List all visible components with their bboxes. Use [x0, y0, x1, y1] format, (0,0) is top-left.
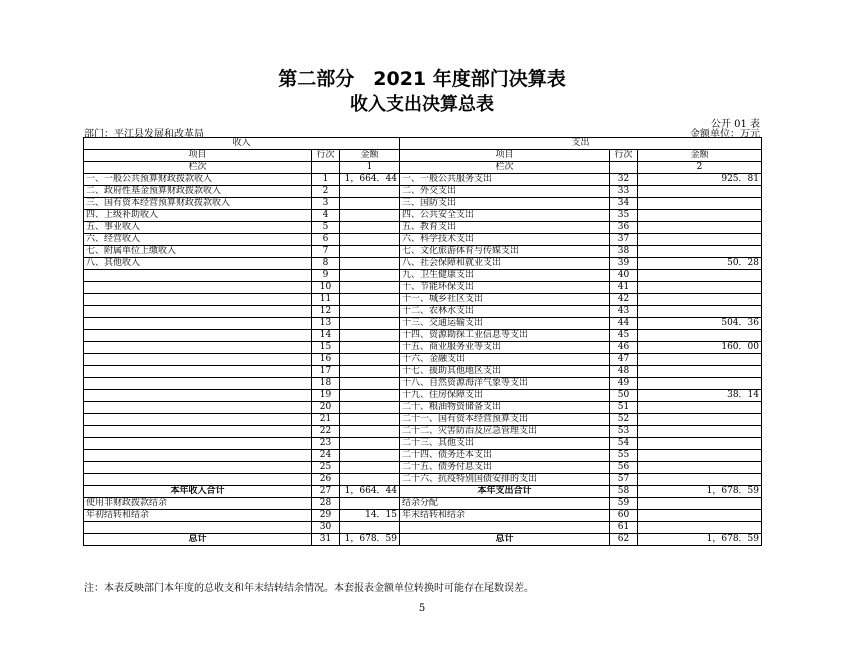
expense-row-no-cell: 61	[610, 522, 638, 534]
expense-amount-cell: 504．36	[638, 318, 762, 330]
income-item-cell	[84, 474, 312, 486]
income-row-no-cell: 24	[312, 450, 340, 462]
table-row	[84, 510, 762, 522]
expense-row-no-cell: 37	[610, 234, 638, 246]
expense-item-cell: 二十五、债务付息支出	[400, 462, 610, 474]
table-row	[84, 234, 762, 246]
expense-row-no-cell: 40	[610, 270, 638, 282]
income-row-no-cell: 16	[312, 354, 340, 366]
expense-item-cell: 本年支出合计	[400, 486, 610, 498]
expense-amount-cell	[638, 222, 762, 234]
income-item-cell: 三、国有资本经营预算财政拨款收入	[84, 198, 312, 210]
expense-section-header: 支出	[400, 138, 762, 150]
expense-amount-cell: 1，678．59	[638, 534, 762, 546]
income-item-cell: 二、政府性基金预算财政拨款收入	[84, 186, 312, 198]
income-column-label: 栏次	[84, 162, 312, 174]
expense-row-no-header: 行次	[610, 150, 638, 162]
income-amount-cell	[340, 390, 400, 402]
expense-amount-cell	[638, 498, 762, 510]
expense-amount-cell	[638, 450, 762, 462]
income-amount-header: 金额	[340, 150, 400, 162]
expense-row-no-cell: 53	[610, 426, 638, 438]
income-amount-cell: 1，678．59	[340, 534, 400, 546]
expense-row-no-cell: 35	[610, 210, 638, 222]
department-label: 部门：平江县发展和改革局	[84, 129, 204, 140]
expense-amount-cell: 160．00	[638, 342, 762, 354]
expense-amount-cell	[638, 198, 762, 210]
income-amount-cell	[340, 402, 400, 414]
income-amount-cell	[340, 294, 400, 306]
table-row	[84, 222, 762, 234]
income-amount-cell	[340, 498, 400, 510]
table-row	[84, 486, 762, 498]
income-item-cell: 总计	[84, 534, 312, 546]
page-number: 5	[418, 603, 426, 614]
table-row	[84, 306, 762, 318]
expense-item-cell: 年末结转和结余	[400, 510, 610, 522]
expense-item-cell: 十六、金融支出	[400, 354, 610, 366]
expense-amount-cell	[638, 354, 762, 366]
expense-row-no-cell: 43	[610, 306, 638, 318]
income-amount-cell	[340, 186, 400, 198]
expense-row-no-cell: 44	[610, 318, 638, 330]
expense-amount-cell	[638, 378, 762, 390]
income-item-cell	[84, 522, 312, 534]
expense-amount-cell	[638, 510, 762, 522]
expense-row-no-cell: 52	[610, 414, 638, 426]
income-item-cell: 年初结转和结余	[84, 510, 312, 522]
column-header-row	[84, 150, 762, 162]
expense-amount-cell	[638, 246, 762, 258]
table-row	[84, 414, 762, 426]
expense-amount-cell: 50．28	[638, 258, 762, 270]
table-row	[84, 378, 762, 390]
expense-amount-cell	[638, 234, 762, 246]
income-amount-cell	[340, 522, 400, 534]
table-row	[84, 330, 762, 342]
income-item-cell	[84, 330, 312, 342]
income-item-cell	[84, 306, 312, 318]
expense-item-cell	[400, 522, 610, 534]
document-title: 第二部分 2021 年度部门决算表	[278, 68, 566, 90]
income-amount-cell	[340, 306, 400, 318]
expense-item-cell: 四、公共安全支出	[400, 210, 610, 222]
expense-row-no-cell: 51	[610, 402, 638, 414]
income-row-no-cell: 21	[312, 414, 340, 426]
income-row-no-cell: 22	[312, 426, 340, 438]
table-row	[84, 450, 762, 462]
income-section-header: 收入	[84, 138, 400, 150]
expense-row-no-cell: 54	[610, 438, 638, 450]
expense-amount-cell	[638, 438, 762, 450]
expense-amount-cell	[638, 270, 762, 282]
table-row	[84, 438, 762, 450]
expense-amount-cell: 1，678．59	[638, 486, 762, 498]
table-row	[84, 258, 762, 270]
expense-amount-cell	[638, 426, 762, 438]
expense-amount-cell	[638, 282, 762, 294]
expense-amount-cell	[638, 186, 762, 198]
table-row	[84, 246, 762, 258]
table-title: 收入支出决算总表	[350, 94, 494, 115]
expense-amount-cell: 925．81	[638, 174, 762, 186]
table-row	[84, 294, 762, 306]
expense-row-no-cell: 45	[610, 330, 638, 342]
income-row-no-cell: 9	[312, 270, 340, 282]
expense-amount-cell	[638, 366, 762, 378]
income-amount-cell	[340, 462, 400, 474]
income-row-no-cell: 11	[312, 294, 340, 306]
income-row-no-cell: 5	[312, 222, 340, 234]
income-row-no-cell: 30	[312, 522, 340, 534]
income-column-blank	[312, 162, 340, 174]
footnote: 注：本表反映部门本年度的总收支和年末结转结余情况。本套报表金额单位转换时可能存在尾数误差。	[84, 583, 534, 594]
expense-row-no-cell: 62	[610, 534, 638, 546]
expense-row-no-cell: 36	[610, 222, 638, 234]
expense-amount-cell	[638, 306, 762, 318]
income-item-cell	[84, 378, 312, 390]
income-amount-cell: 14．15	[340, 510, 400, 522]
table-row	[84, 390, 762, 402]
expense-item-cell: 十七、援助其他地区支出	[400, 366, 610, 378]
income-item-cell: 本年收入合计	[84, 486, 312, 498]
income-item-cell	[84, 282, 312, 294]
expense-amount-cell	[638, 474, 762, 486]
income-row-no-cell: 25	[312, 462, 340, 474]
income-row-no-cell: 26	[312, 474, 340, 486]
income-item-cell	[84, 414, 312, 426]
table-row	[84, 462, 762, 474]
expense-row-no-cell: 41	[610, 282, 638, 294]
income-row-no-cell: 18	[312, 378, 340, 390]
column-index-row	[84, 162, 762, 174]
income-item-cell: 六、经营收入	[84, 234, 312, 246]
expense-item-cell: 七、文化旅游体育与传媒支出	[400, 246, 610, 258]
expense-row-no-cell: 42	[610, 294, 638, 306]
income-row-no-cell: 7	[312, 246, 340, 258]
expense-row-no-cell: 48	[610, 366, 638, 378]
income-row-no-cell: 23	[312, 438, 340, 450]
table-row	[84, 534, 762, 546]
income-amount-cell	[340, 474, 400, 486]
income-row-no-cell: 14	[312, 330, 340, 342]
income-row-no-cell: 20	[312, 402, 340, 414]
income-row-no-cell: 2	[312, 186, 340, 198]
expense-item-cell: 八、社会保障和就业支出	[400, 258, 610, 270]
expense-row-no-cell: 34	[610, 198, 638, 210]
expense-item-cell: 二十二、灾害防治及应急管理支出	[400, 426, 610, 438]
expense-row-no-cell: 49	[610, 378, 638, 390]
income-item-cell	[84, 318, 312, 330]
expense-item-cell: 十、节能环保支出	[400, 282, 610, 294]
income-amount-cell	[340, 450, 400, 462]
income-row-no-header: 行次	[312, 150, 340, 162]
income-row-no-cell: 15	[312, 342, 340, 354]
income-row-no-cell: 31	[312, 534, 340, 546]
expense-amount-cell	[638, 294, 762, 306]
income-item-cell: 七、附属单位上缴收入	[84, 246, 312, 258]
income-row-no-cell: 13	[312, 318, 340, 330]
expense-item-cell: 二十六、抗疫特别国债安排的支出	[400, 474, 610, 486]
expense-row-no-cell: 56	[610, 462, 638, 474]
income-item-cell: 八、其他收入	[84, 258, 312, 270]
income-amount-cell	[340, 210, 400, 222]
expense-row-no-cell: 33	[610, 186, 638, 198]
income-row-no-cell: 10	[312, 282, 340, 294]
income-row-no-cell: 1	[312, 174, 340, 186]
income-item-cell	[84, 462, 312, 474]
table-row	[84, 342, 762, 354]
expense-item-cell: 二、外交支出	[400, 186, 610, 198]
income-amount-cell	[340, 414, 400, 426]
income-amount-cell	[340, 342, 400, 354]
income-item-cell: 使用非财政拨款结余	[84, 498, 312, 510]
table-row	[84, 174, 762, 186]
income-item-cell	[84, 294, 312, 306]
expense-row-no-cell: 46	[610, 342, 638, 354]
expense-item-cell: 二十一、国有资本经营预算支出	[400, 414, 610, 426]
expense-item-cell: 十二、农林水支出	[400, 306, 610, 318]
income-item-cell: 一、一般公共预算财政拨款收入	[84, 174, 312, 186]
expense-item-cell: 二十四、债务还本支出	[400, 450, 610, 462]
income-amount-cell	[340, 258, 400, 270]
expense-amount-cell	[638, 210, 762, 222]
expense-item-cell: 二十、粮油物资储备支出	[400, 402, 610, 414]
income-item-cell	[84, 342, 312, 354]
income-amount-cell	[340, 246, 400, 258]
income-item-cell	[84, 438, 312, 450]
income-row-no-cell: 4	[312, 210, 340, 222]
income-row-no-cell: 28	[312, 498, 340, 510]
form-number: 公开 01 表	[710, 119, 760, 130]
income-item-cell	[84, 270, 312, 282]
expense-item-cell: 九、卫生健康支出	[400, 270, 610, 282]
income-item-cell	[84, 402, 312, 414]
table-row	[84, 366, 762, 378]
expense-row-no-cell: 59	[610, 498, 638, 510]
income-item-cell: 五、事业收入	[84, 222, 312, 234]
income-item-header: 项目	[84, 150, 312, 162]
income-amount-cell	[340, 366, 400, 378]
expense-item-cell: 十八、自然资源海洋气象等支出	[400, 378, 610, 390]
table-row	[84, 270, 762, 282]
income-row-no-cell: 12	[312, 306, 340, 318]
income-amount-cell	[340, 318, 400, 330]
table-row	[84, 498, 762, 510]
expense-amount-cell	[638, 402, 762, 414]
income-row-no-cell: 3	[312, 198, 340, 210]
income-item-cell	[84, 354, 312, 366]
table-row	[84, 210, 762, 222]
income-amount-cell	[340, 234, 400, 246]
expense-row-no-cell: 39	[610, 258, 638, 270]
expense-amount-cell	[638, 414, 762, 426]
table-body	[84, 138, 762, 546]
expense-item-cell: 六、科学技术支出	[400, 234, 610, 246]
expense-amount-cell	[638, 330, 762, 342]
expense-item-cell: 三、国防支出	[400, 198, 610, 210]
income-amount-cell	[340, 222, 400, 234]
income-expense-table	[83, 137, 762, 546]
income-amount-cell	[340, 330, 400, 342]
expense-item-cell: 十一、城乡社区支出	[400, 294, 610, 306]
income-item-cell	[84, 390, 312, 402]
expense-column-blank	[610, 162, 638, 174]
expense-item-cell: 五、教育支出	[400, 222, 610, 234]
income-row-no-cell: 29	[312, 510, 340, 522]
table-row	[84, 354, 762, 366]
income-column-index: 1	[340, 162, 400, 174]
income-row-no-cell: 19	[312, 390, 340, 402]
expense-item-cell: 十四、资源勘探工业信息等支出	[400, 330, 610, 342]
table-row	[84, 522, 762, 534]
section-header-row	[84, 138, 762, 150]
expense-row-no-cell: 32	[610, 174, 638, 186]
income-amount-cell	[340, 198, 400, 210]
income-row-no-cell: 6	[312, 234, 340, 246]
expense-amount-cell: 38．14	[638, 390, 762, 402]
expense-amount-cell	[638, 462, 762, 474]
expense-item-cell: 十五、商业服务业等支出	[400, 342, 610, 354]
table-row	[84, 282, 762, 294]
income-amount-cell	[340, 354, 400, 366]
expense-item-cell: 结余分配	[400, 498, 610, 510]
table-row	[84, 318, 762, 330]
unit-label: 金额单位：万元	[690, 129, 760, 140]
expense-column-index: 2	[638, 162, 762, 174]
expense-row-no-cell: 57	[610, 474, 638, 486]
expense-row-no-cell: 58	[610, 486, 638, 498]
expense-amount-cell	[638, 522, 762, 534]
income-item-cell	[84, 366, 312, 378]
income-row-no-cell: 17	[312, 366, 340, 378]
expense-item-header: 项目	[400, 150, 610, 162]
expense-item-cell: 一、一般公共服务支出	[400, 174, 610, 186]
table-row	[84, 402, 762, 414]
expense-item-cell: 总计	[400, 534, 610, 546]
expense-item-cell: 十三、交通运输支出	[400, 318, 610, 330]
expense-amount-header: 金额	[638, 150, 762, 162]
expense-row-no-cell: 55	[610, 450, 638, 462]
income-item-cell	[84, 450, 312, 462]
income-amount-cell	[340, 270, 400, 282]
expense-row-no-cell: 50	[610, 390, 638, 402]
income-amount-cell	[340, 426, 400, 438]
expense-row-no-cell: 38	[610, 246, 638, 258]
expense-row-no-cell: 47	[610, 354, 638, 366]
income-row-no-cell: 8	[312, 258, 340, 270]
table-row	[84, 474, 762, 486]
table-row	[84, 426, 762, 438]
income-item-cell	[84, 426, 312, 438]
income-item-cell: 四、上级补助收入	[84, 210, 312, 222]
expense-row-no-cell: 60	[610, 510, 638, 522]
income-amount-cell: 1，664．44	[340, 486, 400, 498]
income-amount-cell: 1，664．44	[340, 174, 400, 186]
income-amount-cell	[340, 282, 400, 294]
income-amount-cell	[340, 438, 400, 450]
table-row	[84, 198, 762, 210]
expense-column-label: 栏次	[400, 162, 610, 174]
expense-item-cell: 十九、住房保障支出	[400, 390, 610, 402]
income-row-no-cell: 27	[312, 486, 340, 498]
table-row	[84, 186, 762, 198]
income-amount-cell	[340, 378, 400, 390]
expense-item-cell: 二十三、其他支出	[400, 438, 610, 450]
